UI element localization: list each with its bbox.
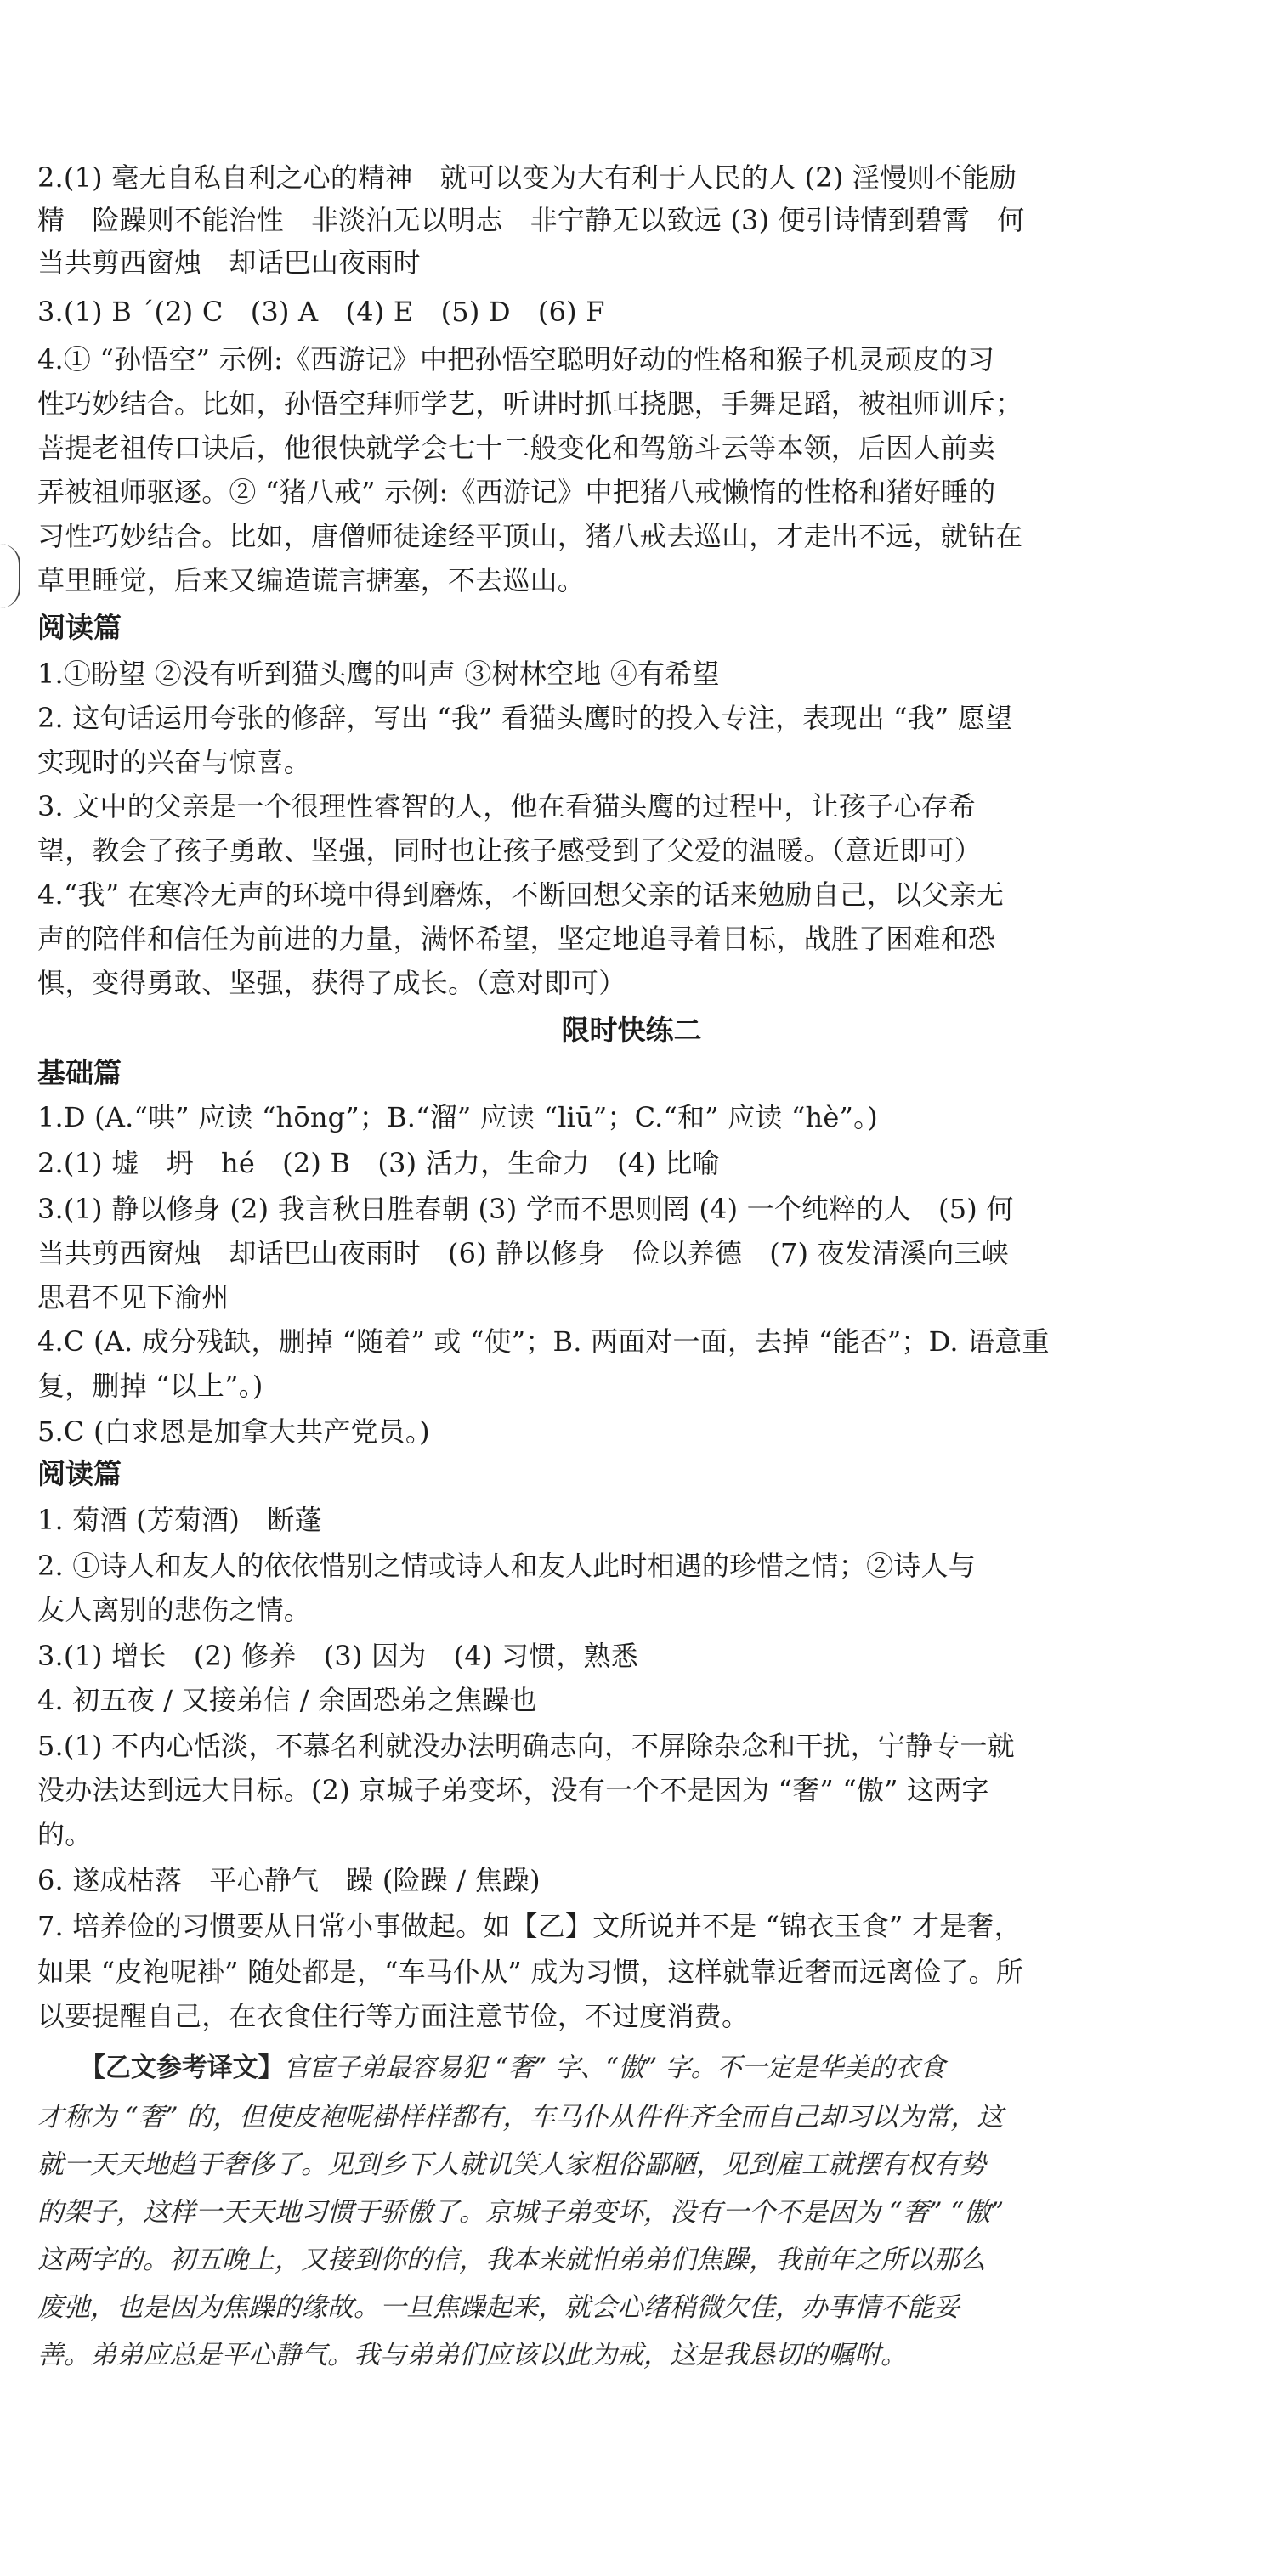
text-line: 1. 菊酒 (芳菊酒) 断蓬 xyxy=(37,1504,322,1536)
text-line: 以要提醒自己，在衣食住行等方面注意节俭，不过度消费。 xyxy=(37,2000,750,2032)
section-heading-reading: 阅读篇 xyxy=(37,1457,122,1490)
text-line: 5.(1) 不内心恬淡，不慕名利就没办法明确志向，不屏除杂念和干扰，宁静专一就 xyxy=(37,1730,1015,1762)
text-line: 2.(1) 墟 坍 hé (2) B (3) 活力，生命力 (4) 比喻 xyxy=(37,1147,720,1179)
text-line: 如果 “皮袍呢褂” 随处都是，“车马仆从” 成为习惯，这样就靠近奢而远离俭了。所 xyxy=(37,1956,1023,1988)
section-heading-reading: 阅读篇 xyxy=(37,611,122,644)
text-line: 弄被祖师驱逐。② “猪八戒” 示例:《西游记》中把猪八戒懒惰的性格和猪好睡的 xyxy=(37,476,996,508)
text-line: 菩提老祖传口诀后，他很快就学会七十二般变化和驾筋斗云等本领，后因人前卖 xyxy=(37,432,996,464)
translation-line: 才称为 “奢” 的，但使皮袍呢褂样样都有，车马仆从件件齐全而自己却习以为常，这 xyxy=(37,2102,1004,2133)
text-line: 7. 培养俭的习惯要从日常小事做起。如【乙】文所说并不是 “锦衣玉食” 才是奢， xyxy=(37,1910,1022,1942)
text-line: 草里睡觉，后来又编造谎言搪塞，不去巡山。 xyxy=(37,564,586,596)
translation-label: 【乙文参考译文】 xyxy=(80,2053,284,2083)
translation-line: 这两字的。初五晚上，又接到你的信，我本来就怕弟弟们焦躁，我前年之所以那么 xyxy=(37,2245,986,2275)
text-line: 3.(1) B ˊ(2) C (3) A (4) E (5) D (6) F xyxy=(37,296,605,328)
text-line: 3.(1) 增长 (2) 修养 (3) 因为 (4) 习惯，熟悉 xyxy=(37,1640,638,1672)
translation-line: 善。弟弟应总是平心静气。我与弟弟们应该以此为戒，这是我恳切的嘱咐。 xyxy=(37,2340,907,2370)
text-line: 当共剪西窗烛 却话巴山夜雨时 xyxy=(37,246,421,279)
text-line: 精 险躁则不能治性 非淡泊无以明志 非宁静无以致远 (3) 便引诗情到碧霄 何 xyxy=(37,204,1025,236)
text-line: 6. 遂成枯落 平心静气 躁 (险躁 / 焦躁) xyxy=(37,1864,541,1896)
text-line: 惧，变得勇敢、坚强，获得了成长。（意对即可） xyxy=(37,967,626,999)
text-line: 1.D (A.“哄” 应读 “hōng”；B.“溜” 应读 “liū”；C.“和” 应读 “hè”。) xyxy=(37,1101,878,1133)
translation-line: 废弛，也是因为焦躁的缘故。一旦焦躁起来，就会心绪稍微欠佳，办事情不能妥 xyxy=(37,2292,960,2323)
text-line: 当共剪西窗烛 却话巴山夜雨时 (6) 静以修身 俭以养德 (7) 夜发清溪向三峡 xyxy=(37,1237,1010,1269)
text-line: 的。 xyxy=(37,1818,93,1850)
binding-mark xyxy=(0,544,20,608)
text-line: 2.(1) 毫无自私自利之心的精神 就可以变为大有利于人民的人 (2) 淫慢则不能励 xyxy=(37,161,1017,194)
text-line: 4. 初五夜 / 又接弟信 / 余固恐弟之焦躁也 xyxy=(37,1684,537,1716)
translation-line: 的架子，这样一天天地习惯于骄傲了。京城子弟变坏，没有一个不是因为 “奢” “傲” xyxy=(37,2197,1005,2228)
text-line: 望，教会了孩子勇敢、坚强，同时也让孩子感受到了父爱的温暖。（意近即可） xyxy=(37,834,983,867)
text-line: 3. 文中的父亲是一个很理性睿智的人，他在看猫头鹰的过程中，让孩子心存希 xyxy=(37,790,976,822)
text-line: 声的陪伴和信任为前进的力量，满怀希望，坚定地追寻着目标，战胜了困难和恐 xyxy=(37,923,996,955)
section-title: 限时快练二 xyxy=(561,1014,702,1047)
text-line: 友人离别的悲伤之情。 xyxy=(37,1594,312,1626)
text-line: 4.① “孙悟空” 示例:《西游记》中把孙悟空聪明好动的性格和猴子机灵顽皮的习 xyxy=(37,343,995,376)
text-line: 2. ①诗人和友人的依依惜别之情或诗人和友人此时相遇的珍惜之情；②诗人与 xyxy=(37,1550,976,1582)
section-heading-basic: 基础篇 xyxy=(37,1056,122,1089)
translation-text: 官宦子弟最容易犯 “奢” 字、“傲” 字。不一定是华美的衣食 xyxy=(283,2053,946,2083)
text-line: 习性巧妙结合。比如，唐僧师徒途经平顶山，猪八戒去巡山，才走出不远，就钻在 xyxy=(37,520,1023,552)
text-line: 5.C (白求恩是加拿大共产党员。) xyxy=(37,1415,430,1448)
text-line: 实现时的兴奋与惊喜。 xyxy=(37,746,312,778)
text-line: 2. 这句话运用夸张的修辞，写出 “我” 看猫头鹰时的投入专注，表现出 “我” 愿望 xyxy=(37,702,1013,734)
translation-line: 就一天天地趋于奢侈了。见到乡下人就讥笑人家粗俗鄙陋，见到雇工就摆有权有势 xyxy=(37,2149,986,2180)
text-line: 没办法达到远大目标。(2) 京城子弟变坏，没有一个不是因为 “奢” “傲” 这两字 xyxy=(37,1774,989,1806)
text-line: 1.①盼望 ②没有听到猫头鹰的叫声 ③树林空地 ④有希望 xyxy=(37,658,720,690)
text-line: 4.“我” 在寒冷无声的环境中得到磨炼，不断回想父亲的话来勉励自己，以父亲无 xyxy=(37,878,1005,911)
text-line: 性巧妙结合。比如，孙悟空拜师学艺，听讲时抓耳挠腮，手舞足蹈，被祖师训斥； xyxy=(37,387,1023,420)
text-line: 思君不见下渝州 xyxy=(37,1281,229,1313)
text-line: 4.C (A. 成分残缺，删掉 “随着” 或 “使”；B. 两面对一面，去掉 “能否”；D. 语意重 xyxy=(37,1325,1050,1358)
text-line: 3.(1) 静以修身 (2) 我言秋日胜春朝 (3) 学而不思则罔 (4) 一个纯粹的人 (5) 何 xyxy=(37,1193,1014,1225)
text-line: 复，删掉 “以上”。) xyxy=(37,1370,263,1402)
translation-line xyxy=(80,2048,1246,2088)
